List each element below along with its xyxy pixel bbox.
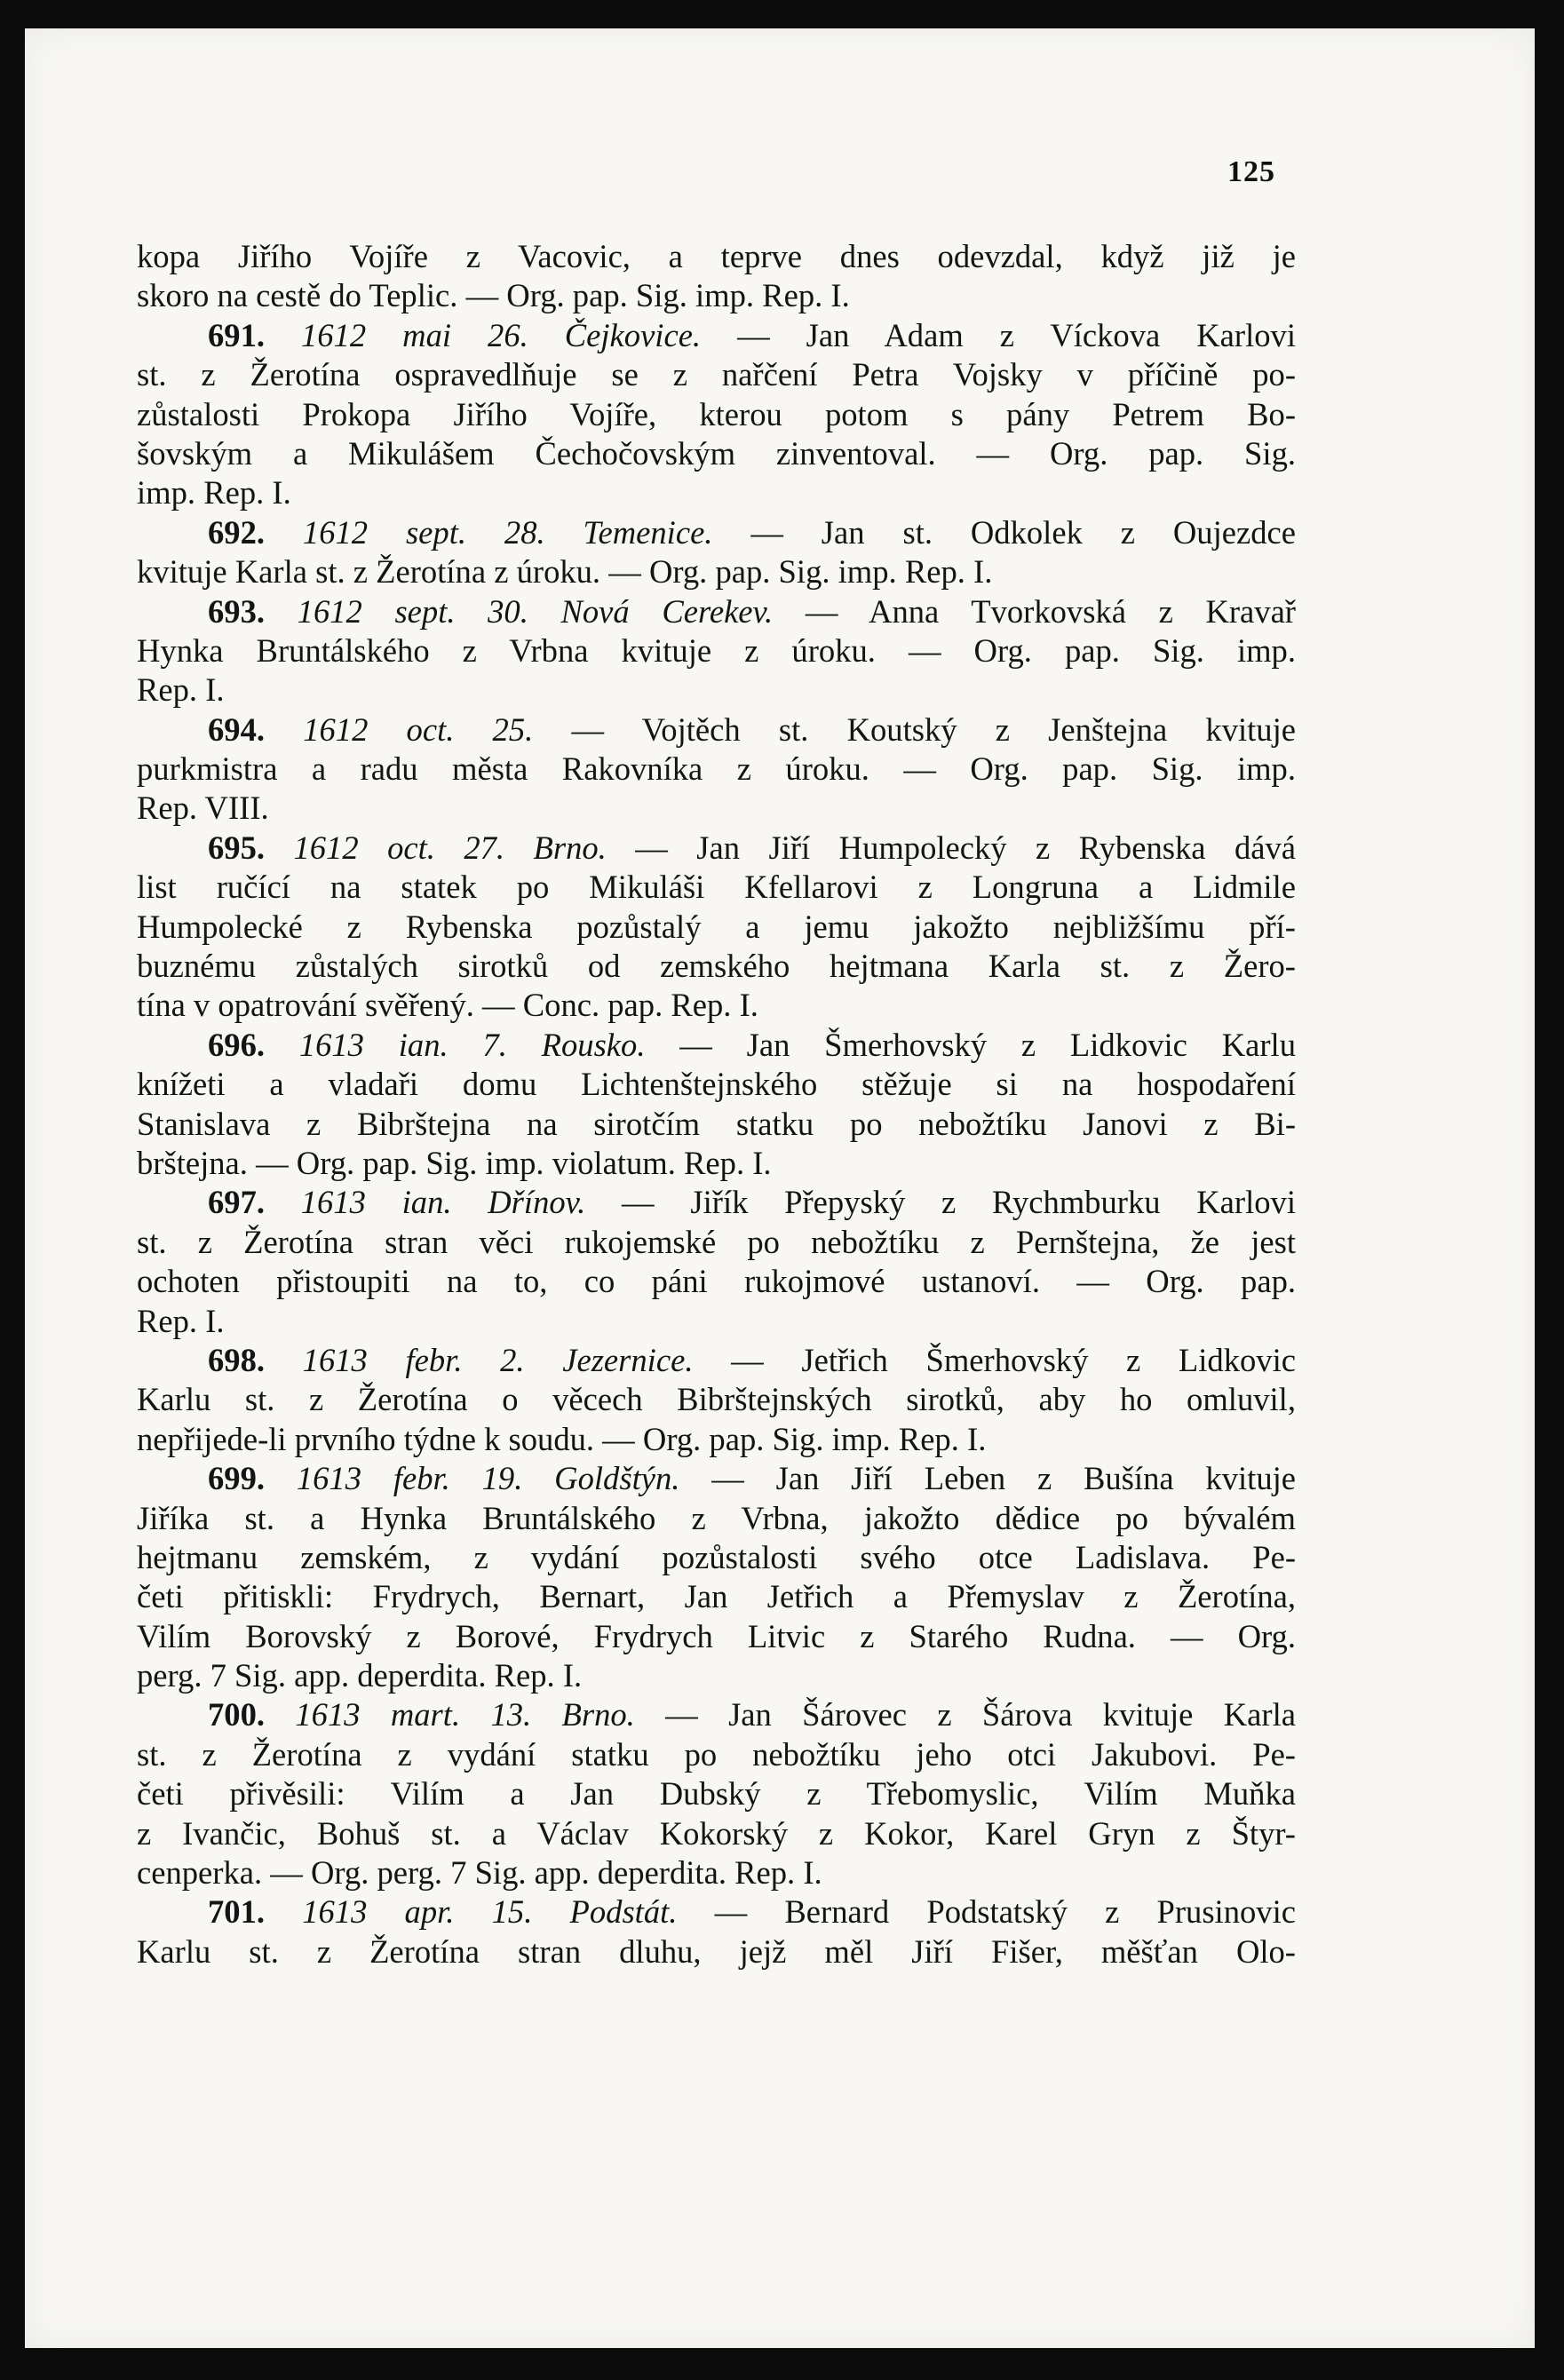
line-text: st. z Žerotína stran věci rukojemské po nebožtíku z Pernštejna, že jest xyxy=(137,1223,1296,1260)
entry-first-line xyxy=(137,1695,1296,1734)
entry-date-place: 1612 mai 26. Čejkovice. xyxy=(301,316,702,353)
line-text: hejtmanu zemském, z vydání pozůstalosti svého otce Ladislava. Pe- xyxy=(137,1538,1296,1575)
line-text: — Jetřich Šmerhovský z Lidkovic xyxy=(693,1341,1296,1378)
text-line xyxy=(137,1735,1296,1774)
entry-first-line xyxy=(137,316,1296,355)
entry-first-line xyxy=(137,829,1296,868)
text-line xyxy=(137,789,1296,828)
entry-date-place: 1612 oct. 27. Brno. xyxy=(293,829,607,866)
entry-first-line xyxy=(137,1026,1296,1065)
line-text: — Jan Jiří Leben z Bušína kvituje xyxy=(679,1460,1297,1497)
line-text: list ručící na statek po Mikuláši Kfellarovi z Longruna a Lidmile xyxy=(137,869,1296,906)
text-line xyxy=(137,750,1296,789)
text-line xyxy=(137,670,1296,710)
text-line xyxy=(137,1814,1296,1853)
text-line xyxy=(137,631,1296,670)
line-text xyxy=(265,514,303,551)
text-line xyxy=(137,1577,1296,1616)
text-line xyxy=(137,276,1296,315)
entry-number: 693. xyxy=(208,592,266,630)
text-line xyxy=(137,1656,1296,1695)
text-line xyxy=(137,395,1296,434)
line-text: Rep. I. xyxy=(137,1302,225,1339)
text-line xyxy=(137,1420,1296,1459)
text-line xyxy=(137,1617,1296,1656)
entry-first-line xyxy=(137,1183,1296,1222)
text-line xyxy=(137,1538,1296,1577)
entry-date-place: 1613 ian. 7. Rousko. xyxy=(298,1026,646,1063)
text-line xyxy=(137,1223,1296,1262)
line-text: z Ivančic, Bohuš st. a Václav Kokorský z Kokor, Karel Gryn z Štyr- xyxy=(137,1814,1296,1852)
line-text: st. z Žerotína ospravedlňuje se z nařčení Petra Vojsky v příčině po- xyxy=(137,356,1296,393)
line-text: Karlu st. z Žerotína stran dluhu, jejž měl Jiří Fišer, měšťan Olo- xyxy=(137,1932,1296,1970)
text-line xyxy=(137,1144,1296,1183)
entry-date-place: 1613 ian. Dřínov. xyxy=(300,1184,586,1221)
line-text: Stanislava z Bibrštejna na sirotčím statku po nebožtíku Janovi z Bi- xyxy=(137,1105,1296,1142)
entry-number: 701. xyxy=(208,1893,266,1931)
line-text: — Anna Tvorkovská z Kravař xyxy=(773,592,1296,630)
text-line xyxy=(137,1853,1296,1892)
line-text: Rep. I. xyxy=(137,671,225,709)
text-line xyxy=(137,237,1296,276)
entry-number: 699. xyxy=(208,1460,266,1497)
line-text: — Jan Šárovec z Šárova kvituje Karla xyxy=(634,1696,1296,1733)
entry-number: 700. xyxy=(208,1696,266,1733)
line-text xyxy=(265,829,293,866)
text-line xyxy=(137,355,1296,394)
text-line xyxy=(137,1499,1296,1538)
line-text xyxy=(265,593,298,630)
line-text: — Vojtěch st. Koutský z Jenštejna kvituje xyxy=(533,710,1296,748)
entry-number: 695. xyxy=(208,829,266,866)
text-line xyxy=(137,1774,1296,1813)
entry-date-place: 1613 mart. 13. Brno. xyxy=(295,1696,635,1733)
line-text: — Jiřík Přepyský z Rychmburku Karlovi xyxy=(585,1184,1296,1221)
line-text xyxy=(265,317,301,353)
entry-number: 698. xyxy=(208,1341,266,1378)
line-text: kvituje Karla st. z Žerotína z úroku. — Org. pap. Sig. imp. Rep. I. xyxy=(137,553,993,591)
line-text: Rep. VIII. xyxy=(137,789,269,827)
line-text xyxy=(265,1184,301,1220)
text-line xyxy=(137,1302,1296,1341)
entry-number: 692. xyxy=(208,513,266,551)
line-text: purkmistra a radu města Rakovníka z úroku. — Org. pap. Sig. imp. xyxy=(137,750,1296,788)
line-text: — Jan st. Odkolek z Oujezdce xyxy=(712,513,1296,551)
text-line xyxy=(137,947,1296,986)
line-text: cenperka. — Org. perg. 7 Sig. app. deperdita. Rep. I. xyxy=(137,1854,822,1892)
entry-first-line xyxy=(137,1459,1296,1498)
line-text: Humpolecké z Rybenska pozůstalý a jemu jakožto nejbližšímu pří- xyxy=(137,908,1296,945)
line-text: — Jan Adam z Víckova Karlovi xyxy=(701,316,1296,353)
line-text: ochoten přistoupiti na to, co páni rukojmové ustanoví. — Org. pap. xyxy=(137,1263,1296,1300)
line-text: — Jan Šmerhovský z Lidkovic Karlu xyxy=(645,1026,1296,1063)
line-text: buznému zůstalých sirotků od zemského hejtmana Karla st. z Žero- xyxy=(137,948,1296,985)
text-line xyxy=(137,1105,1296,1144)
entry-number: 697. xyxy=(208,1184,266,1221)
line-text: Vilím Borovský z Borové, Frydrych Litvic z Starého Rudna. — Org. xyxy=(137,1617,1296,1654)
entry-date-place: 1613 febr. 19. Goldštýn. xyxy=(296,1460,680,1497)
line-text: nepřijede-li prvního týdne k soudu. — Org. pap. Sig. imp. Rep. I. xyxy=(137,1420,987,1457)
line-text: kopa Jiřího Vojíře z Vacovic, a teprve dnes odevzdal, když již je xyxy=(137,238,1296,274)
line-text: perg. 7 Sig. app. deperdita. Rep. I. xyxy=(137,1657,583,1694)
entry-date-place: 1612 oct. 25. xyxy=(303,710,534,748)
line-text: četi přivěsili: Vilím a Jan Dubský z Třebomyslic, Vilím Muňka xyxy=(137,1775,1296,1813)
line-text: zůstalosti Prokopa Jiřího Vojíře, kterou potom s pány Petrem Bo- xyxy=(137,395,1296,432)
line-text xyxy=(265,1027,299,1063)
text-line xyxy=(137,1262,1296,1301)
line-text xyxy=(265,1342,303,1378)
entry-first-line xyxy=(137,710,1296,750)
line-text xyxy=(265,1460,297,1496)
line-text: Karlu st. z Žerotína o věcech Bibrštejnských sirotků, aby ho omluvil, xyxy=(137,1381,1296,1418)
entry-first-line xyxy=(137,1341,1296,1380)
document-page xyxy=(25,28,1535,2348)
text-line xyxy=(137,552,1296,591)
line-text: skoro na cestě do Teplic. — Org. pap. Sig. imp. Rep. I. xyxy=(137,277,850,314)
entry-first-line xyxy=(137,1892,1296,1932)
line-text: četi přitiskli: Frydrych, Bernart, Jan Jetřich a Přemyslav z Žerotína, xyxy=(137,1578,1296,1615)
text-line xyxy=(137,1932,1296,1971)
text-line xyxy=(137,908,1296,947)
text-line xyxy=(137,986,1296,1025)
line-text: st. z Žerotína z vydání statku po nebožtíku jeho otci Jakubovi. Pe- xyxy=(137,1735,1296,1773)
line-text xyxy=(265,1893,302,1930)
text-line xyxy=(137,434,1296,473)
entry-first-line xyxy=(137,513,1296,552)
text-line xyxy=(137,868,1296,907)
entry-number: 694. xyxy=(208,710,266,748)
text-line xyxy=(137,1380,1296,1419)
line-text: imp. Rep. I. xyxy=(137,474,291,512)
line-text xyxy=(265,1696,295,1733)
line-text: brštejna. — Org. pap. Sig. imp. violatum. Rep. I. xyxy=(137,1144,772,1181)
text-line xyxy=(137,1065,1296,1104)
page-number: 125 xyxy=(1227,155,1275,188)
line-text: šovským a Mikulášem Čechočovským zinventoval. — Org. pap. Sig. xyxy=(137,434,1296,472)
entry-date-place: 1613 apr. 15. Podstát. xyxy=(302,1893,678,1931)
line-text: Jiříka st. a Hynka Bruntálského z Vrbna, jakožto dědice po bývalém xyxy=(137,1499,1296,1536)
line-text: knížeti a vladaři domu Lichtenštejnského stěžuje si na hospodaření xyxy=(137,1066,1296,1103)
line-text: — Bernard Podstatský z Prusinovic xyxy=(677,1893,1296,1931)
entry-first-line xyxy=(137,592,1296,631)
entry-number: 696. xyxy=(208,1026,266,1063)
entry-date-place: 1613 febr. 2. Jezernice. xyxy=(302,1341,694,1378)
line-text xyxy=(265,711,303,748)
entry-date-place: 1612 sept. 30. Nová Cerekev. xyxy=(297,592,774,630)
document-text xyxy=(137,237,1296,1971)
text-line xyxy=(137,473,1296,512)
line-text: tína v opatrování svěřený. — Conc. pap. Rep. I. xyxy=(137,987,758,1024)
entry-date-place: 1612 sept. 28. Temenice. xyxy=(302,513,713,551)
entry-number: 691. xyxy=(208,316,266,353)
line-text: — Jan Jiří Humpolecký z Rybenska dává xyxy=(606,829,1296,866)
line-text: Hynka Bruntálského z Vrbna kvituje z úroku. — Org. pap. Sig. imp. xyxy=(137,631,1296,669)
